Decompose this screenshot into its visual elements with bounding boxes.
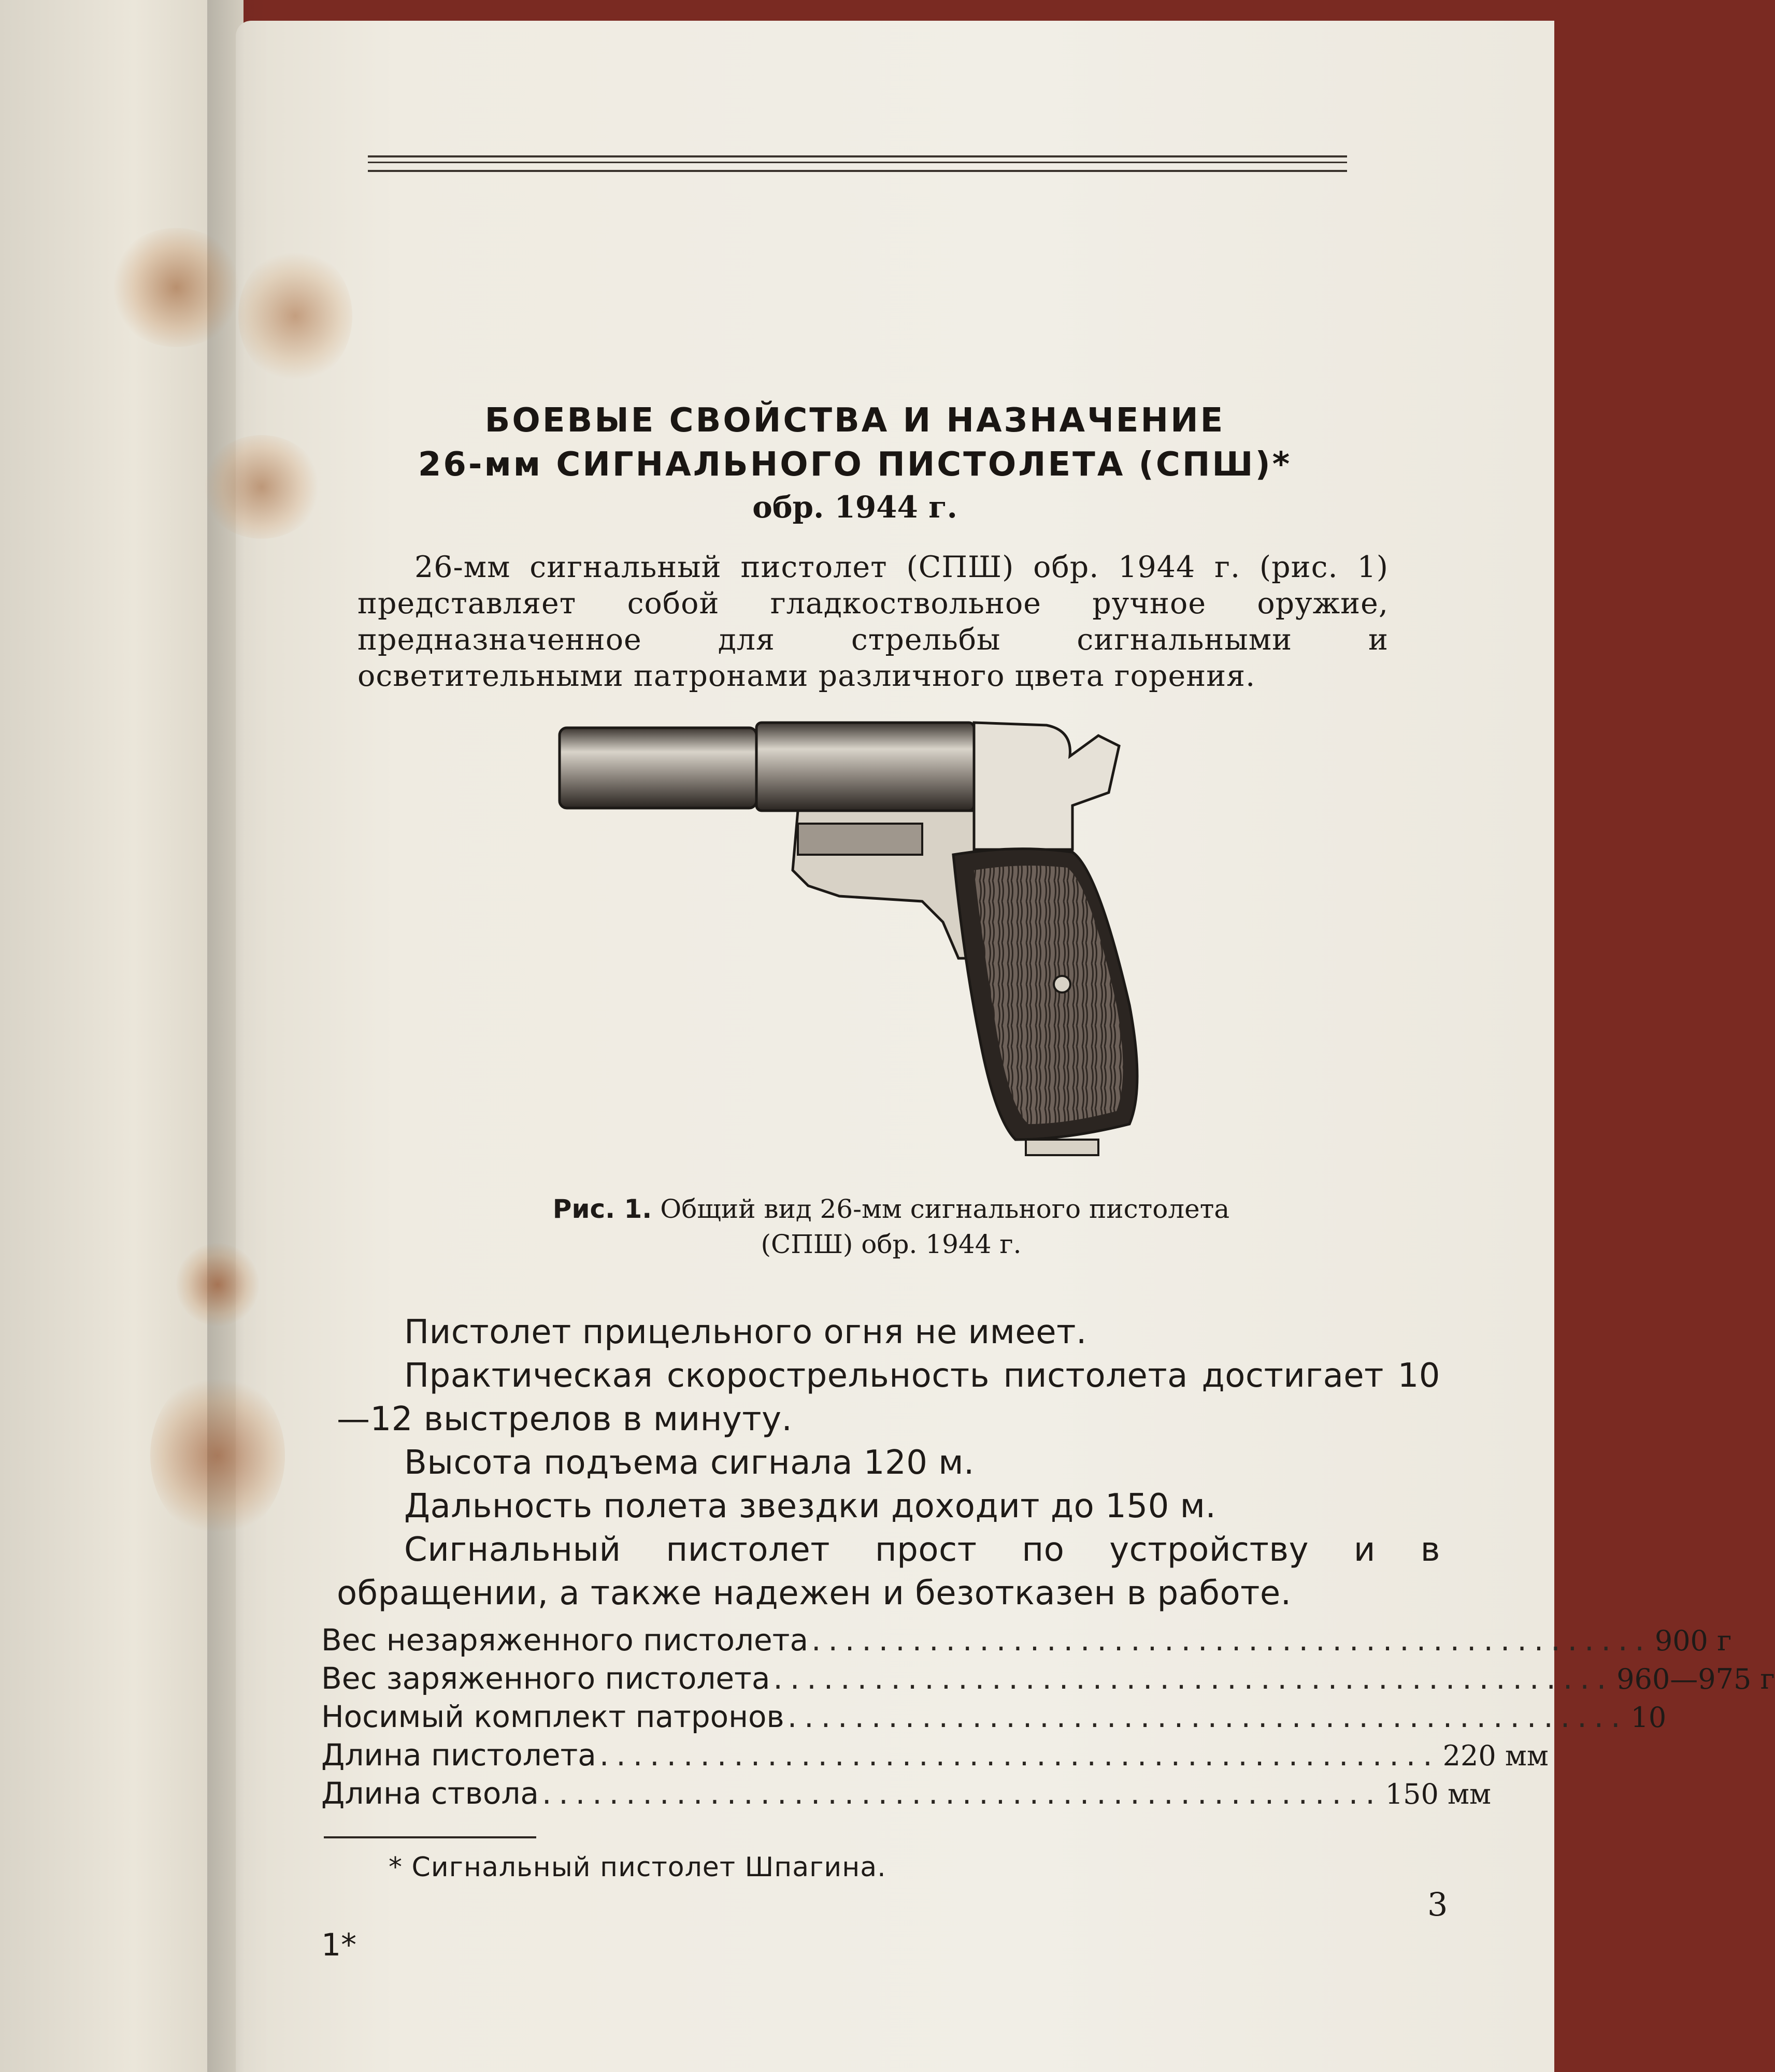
spec-value: 10 — [1630, 1701, 1667, 1734]
page-number: 3 — [1427, 1886, 1448, 1923]
leader-dots: .................................................. — [787, 1699, 1628, 1734]
spec-table — [321, 1621, 1775, 1813]
paragraph — [337, 1441, 1440, 1485]
footnote: * Сигнальный пистолет Шпагина. — [389, 1852, 886, 1883]
paragraph — [337, 1311, 1440, 1354]
paragraph-text: Сигнальный пистолет прост по устройству и в обращении, а также надежен и безотказен в работе. — [337, 1531, 1440, 1613]
figure-caption-label: Рис. 1. — [552, 1194, 652, 1224]
leader-dots: .................................................. — [773, 1661, 1614, 1696]
spec-label: Носимый комплект патронов — [321, 1699, 784, 1734]
spec-label: Длина ствола — [321, 1776, 539, 1811]
section-title-line-2: 26-мм СИГНАЛЬНОГО ПИСТОЛЕТА (СПШ)* — [418, 445, 1292, 484]
signature-mark: 1* — [321, 1927, 357, 1963]
paragraph-text: Практическая скорострельность пистолета достигает 10—12 выстрелов в минуту. — [337, 1357, 1440, 1438]
leader-dots: .................................................. — [811, 1622, 1652, 1658]
paragraph-text: Пистолет прицельного огня не имеет. — [404, 1313, 1087, 1351]
spec-row — [321, 1660, 1775, 1698]
paragraph — [337, 1354, 1440, 1441]
spec-row — [321, 1736, 1549, 1775]
spec-label: Длина пистолета — [321, 1737, 596, 1773]
spec-value: 960—975 г — [1616, 1663, 1775, 1695]
paragraph-text: Высота подъема сигнала 120 м. — [404, 1444, 975, 1482]
spec-row — [321, 1621, 1732, 1660]
paragraph — [337, 1528, 1440, 1615]
leader-dots: .................................................. — [599, 1737, 1440, 1773]
intro-paragraph — [357, 549, 1388, 694]
footnote-rule — [324, 1836, 536, 1838]
paragraph — [337, 1485, 1440, 1528]
leader-dots: .................................................. — [541, 1776, 1382, 1811]
paragraph-text: Дальность полета звездки доходит до 150 м. — [404, 1487, 1216, 1526]
figure-caption — [544, 1191, 1238, 1262]
spec-value: 220 мм — [1442, 1739, 1549, 1772]
spec-value: 150 мм — [1385, 1778, 1492, 1810]
intro-text: 26-мм сигнальный пистолет (СПШ) обр. 1944 г. (рис. 1) представляет собой гладкоствольное ручное оружие, предназначенное для стрельбы сигнальными и осветительными патронами различного цвета горения. — [357, 550, 1388, 693]
spec-value: 900 г — [1654, 1624, 1732, 1657]
section-title-line-3: обр. 1944 г. — [752, 490, 957, 525]
signal-pistol-illustration — [549, 715, 1233, 1176]
spec-row — [321, 1698, 1667, 1736]
page-gutter — [207, 0, 269, 2072]
header-rule — [368, 155, 1347, 172]
spec-row — [321, 1775, 1492, 1813]
spec-label: Вес заряженного пистолета — [321, 1661, 770, 1696]
spec-label: Вес незаряженного пистолета — [321, 1622, 809, 1658]
section-title-line-1: БОЕВЫЕ СВОЙСТВА И НАЗНАЧЕНИЕ — [484, 401, 1225, 440]
figure-caption-text: Общий вид 26-мм сигнального пистолета (СПШ) обр. 1944 г. — [660, 1194, 1230, 1259]
